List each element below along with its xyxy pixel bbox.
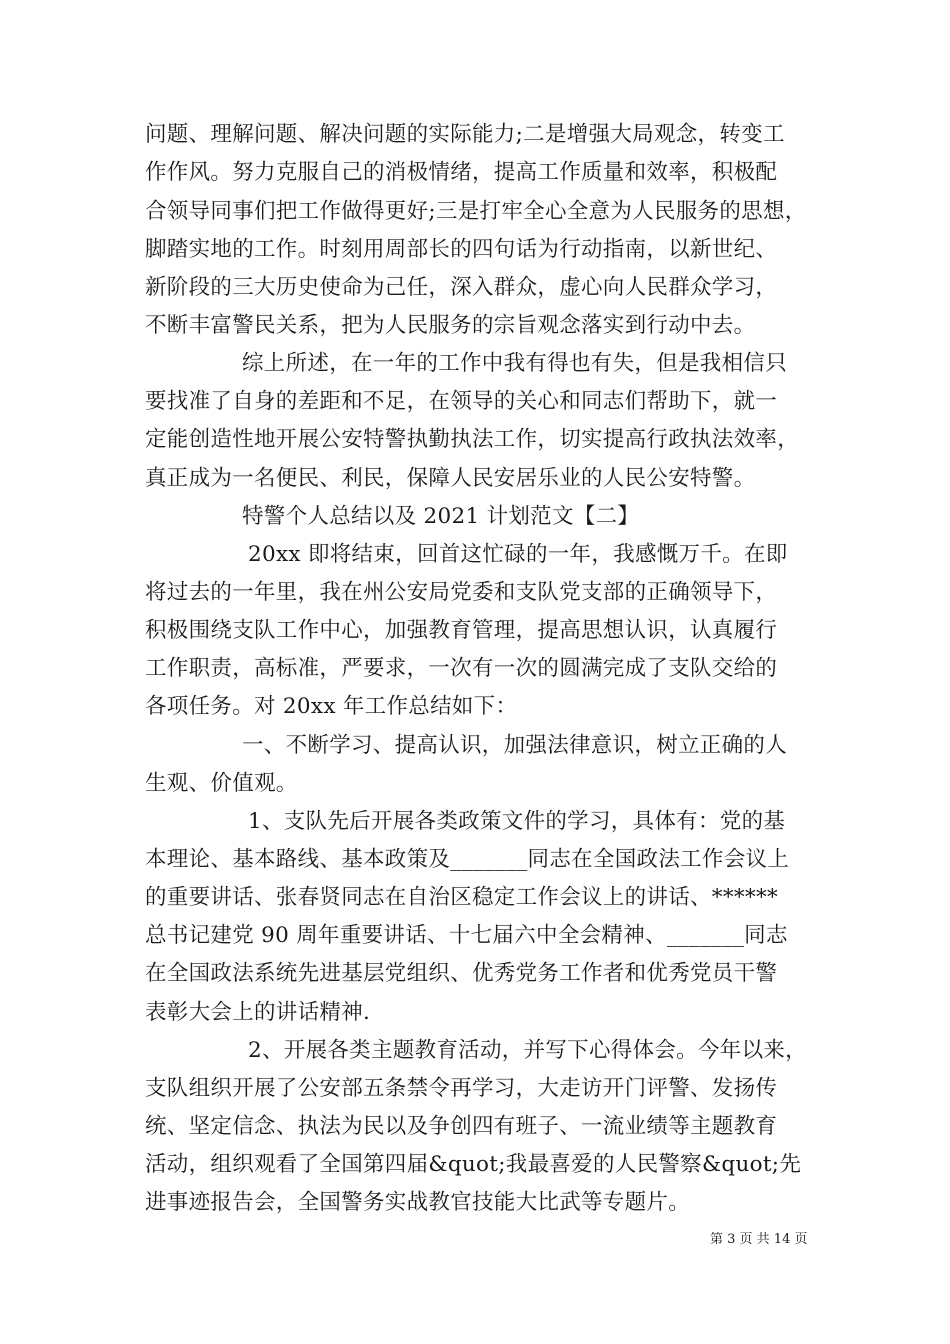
text-line: 进事迹报告会，全国警务实战教官技能大比武等专题片。 [145, 1190, 691, 1215]
section-heading: 特警个人总结以及 2021 计划范文【二】 [242, 504, 640, 529]
paragraph-first-line: 2、开展各类主题教育活动，并写下心得体会。今年以来， [248, 1038, 807, 1063]
paragraph-first-line: 综上所述，在一年的工作中我有得也有失，但是我相信只 [242, 351, 788, 376]
text-line: 统、坚定信念、执法为民以及争创四有班子、一流业绩等主题教育 [145, 1114, 778, 1139]
text-line: 的重要讲话、张春贤同志在自治区稳定工作会议上的讲话、****** [145, 885, 779, 910]
text-line: 总书记建党 90 周年重要讲话、十七届六中全会精神、_______同志 [145, 923, 788, 948]
text-line: 各项任务。对 20xx 年工作总结如下： [145, 694, 518, 719]
text-line: 定能创造性地开展公安特警执勤执法工作，切实提高行政执法效率， [145, 427, 800, 452]
paragraph-first-line: 20xx 即将结束，回首这忙碌的一年，我感慨万千。在即 [248, 542, 788, 567]
text-line: 脚踏实地的工作。时刻用周部长的四句话为行动指南，以新世纪、 [145, 237, 778, 262]
text-line: 工作职责，高标准，严要求，一次有一次的圆满完成了支队交给的 [145, 656, 778, 681]
text-line: 在全国政法系统先进基层党组织、优秀党务工作者和优秀党员干警 [145, 961, 778, 986]
text-line: 问题、理解问题、解决问题的实际能力;二是增强大局观念，转变工 [145, 122, 785, 147]
text-line: 生观、价值观。 [145, 771, 298, 796]
text-line: 本理论、基本路线、基本政策及_______同志在全国政法工作会议上 [145, 847, 790, 872]
text-line: 表彰大会上的讲话精神. [145, 1000, 371, 1025]
text-line: 合领导同事们把工作做得更好;三是打牢全心全意为人民服务的思想， [145, 199, 807, 224]
text-line: 将过去的一年里，我在州公安局党委和支队党支部的正确领导下， [145, 580, 778, 605]
paragraph-first-line: 1、支队先后开展各类政策文件的学习，具体有：党的基 [248, 809, 786, 834]
text-line: 积极围绕支队工作中心，加强教育管理，提高思想认识，认真履行 [145, 618, 778, 643]
text-line: 要找准了自身的差距和不足，在领导的关心和同志们帮助下，就一 [145, 389, 778, 414]
page-number-footer: 第 3 页 共 14 页 [710, 1232, 808, 1247]
text-line: 不断丰富警民关系，把为人民服务的宗旨观念落实到行动中去。 [145, 313, 756, 338]
text-line: 新阶段的三大历史使命为己任，深入群众，虚心向人民群众学习， [145, 275, 778, 300]
text-line: 支队组织开展了公安部五条禁令再学习，大走访开门评警、发扬传 [145, 1076, 778, 1101]
text-line: 作作风。努力克服自己的消极情绪，提高工作质量和效率，积极配 [145, 160, 778, 185]
text-line: 真正成为一名便民、利民，保障人民安居乐业的人民公安特警。 [145, 466, 756, 491]
text-line: 活动，组织观看了全国第四届&quot;我最喜爱的人民警察&quot;先 [145, 1152, 802, 1177]
paragraph-first-line: 一、不断学习、提高认识，加强法律意识，树立正确的人 [242, 733, 788, 758]
